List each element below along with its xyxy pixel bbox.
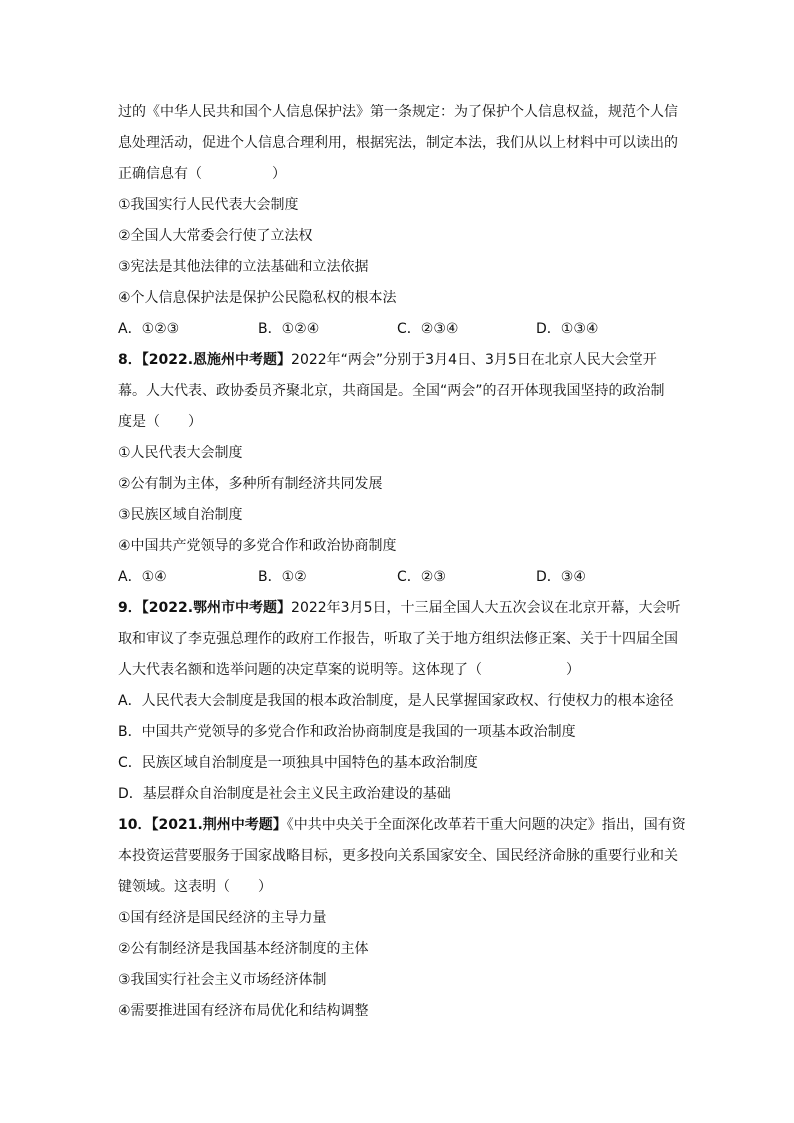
q10-stem-line-2: 本投资运营要服务于国家战略目标，更多投向关系国家安全、国民经济命脉的重要行业和关: [118, 848, 678, 864]
q8-option-a: A．①④: [118, 569, 167, 585]
q7-statement-3: ③宪法是其他法律的立法基础和立法依据: [118, 259, 369, 275]
q9-stem-line-3: 人大代表名额和选举问题的决定草案的说明等。这体现了（ ）: [118, 662, 580, 678]
q8-source: 【2022.恩施州中考题】: [141, 352, 292, 368]
q10-number: 10．: [118, 817, 152, 833]
q8-statement-3: ③民族区域自治制度: [118, 507, 243, 523]
q7-option-a: A．①②③: [118, 321, 180, 337]
q10-statement-2: ②公有制经济是我国基本经济制度的主体: [118, 941, 369, 957]
q8-option-c: C．②③: [397, 569, 446, 585]
q7-option-b: B．①②④: [258, 321, 320, 337]
q9-stem-line-2: 取和审议了李克强总理作的政府工作报告，听取了关于地方组织法修正案、关于十四届全国: [118, 631, 678, 647]
q10-stem-line-3: 键领域。这表明（ ）: [118, 879, 272, 895]
q8-statement-2: ②公有制为主体，多种所有制经济共同发展: [118, 476, 383, 492]
q10-source: 【2021.荆州中考题】: [151, 817, 287, 833]
q8-options: [118, 562, 678, 593]
q8-statement-4: ④中国共产党领导的多党合作和政治协商制度: [118, 538, 397, 554]
q9-source: 【2022.鄂州市中考题】: [141, 600, 292, 616]
q7-stem-line-3: 正确信息有（ ）: [118, 166, 286, 182]
q8-option-b: B．①②: [258, 569, 307, 585]
q10-statement-1: ①国有经济是国民经济的主导力量: [118, 910, 327, 926]
q10-stem-first: 《中共中央关于全面深化改革若干重大问题的决定》指出，国有资: [286, 817, 686, 833]
q7-option-d: D．①③④: [536, 321, 599, 337]
q9-stem-first: 2022年3月5日，十三届全国人大五次会议在北京开幕，大会听: [291, 600, 681, 616]
q9-option-c: C．民族区域自治制度是一项独具中国特色的基本政治制度: [118, 755, 478, 771]
q9-option-b: B．中国共产党领导的多党合作和政治协商制度是我国的一项基本政治制度: [118, 724, 576, 740]
q8-stem-first: 2022年“两会”分别于3月4日、3月5日在北京人民大会堂开: [291, 352, 657, 368]
q7-statement-2: ②全国人大常委会行使了立法权: [118, 228, 313, 244]
q8-stem-line-2: 幕。人大代表、政协委员齐聚北京，共商国是。全国“两会”的召开体现我国坚持的政治制: [118, 383, 665, 399]
q8-stem-line-1: [118, 345, 678, 376]
q8-stem-line-3: 度是（ ）: [118, 414, 202, 430]
q9-stem-line-1: [118, 593, 681, 624]
document-page: [118, 97, 686, 1027]
q9-number: 9．: [118, 600, 142, 616]
q7-statement-4: ④个人信息保护法是保护公民隐私权的根本法: [118, 290, 397, 306]
q9-option-d: D．基层群众自治制度是社会主义民主政治建设的基础: [118, 786, 451, 802]
q10-stem-line-1: [118, 810, 686, 841]
q7-stem-line-1: 过的《中华人民共和国个人信息保护法》第一条规定：为了保护个人信息权益，规范个人信: [118, 104, 678, 120]
q7-options: [118, 314, 678, 345]
q10-statement-3: ③我国实行社会主义市场经济体制: [118, 972, 327, 988]
q8-statement-1: ①人民代表大会制度: [118, 445, 243, 461]
q7-stem-line-2: 息处理活动，促进个人信息合理利用，根据宪法，制定本法，我们从以上材料中可以读出的: [118, 135, 678, 151]
q8-option-d: D．③④: [536, 569, 586, 585]
q9-option-a: A．人民代表大会制度是我国的根本政治制度，是人民掌握国家政权、行使权力的根本途径: [118, 693, 674, 709]
q10-statement-4: ④需要推进国有经济布局优化和结构调整: [118, 1003, 369, 1019]
q7-option-c: C．②③④: [397, 321, 459, 337]
q8-number: 8．: [118, 352, 142, 368]
q7-statement-1: ①我国实行人民代表大会制度: [118, 197, 299, 213]
